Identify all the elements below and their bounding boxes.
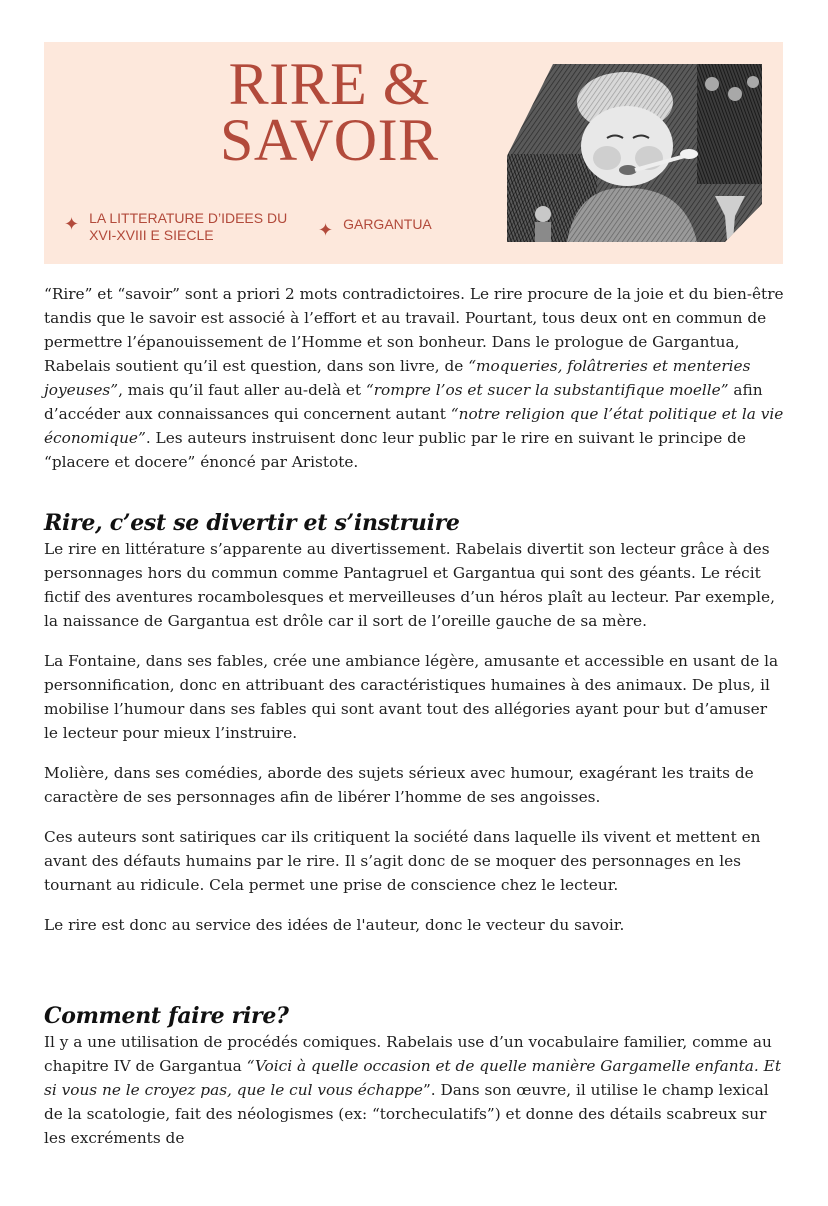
- intro-text-3: afin d’accéder aux connaissances qui concernent autant: [44, 381, 763, 423]
- title-line-2: SAVOIR: [220, 107, 439, 173]
- paragraph-procedes-comiques: [44, 1030, 784, 1150]
- tag-gargantua-label: GARGANTUA: [343, 216, 432, 232]
- paragraph-conclusion: Le rire est donc au service des idées de l'auteur, donc le vecteur du savoir.: [44, 916, 625, 934]
- text-1: Il y a une utilisation de procédés comiques. Rabelais use d’un vocabulaire familier, comme au chapitre IV de Gargantua: [44, 1033, 772, 1075]
- intro-quote-3: “notre religion que l’état politique et la vie économique”: [44, 405, 784, 447]
- section-heading: Rire, c’est se divertir et s’instruire: [44, 510, 460, 536]
- paragraph-moliere: Molière, dans ses comédies, aborde des sujets sérieux avec humour, exagérant les traits de caractère de ses personnages afin de libérer l’homme de ses angoisses.: [44, 764, 754, 806]
- gargantua-engraving-image: [507, 64, 762, 242]
- paragraph-rabelais: Le rire en littérature s’apparente au divertissement. Rabelais divertit son lecteur grâce à des personnages hors du commun comme Pantagruel et Gargantua qui sont des géants. Le récit fictif des aventures rocambolesques et merveilleuses d’un héros plaît au lecteur. Par exemple, la naissance de Gargantua est drôle car il sort de l’oreille gauche de sa mère.: [44, 540, 775, 630]
- section-comment-faire-rire: [44, 1002, 784, 1150]
- intro-text-4: . Les auteurs instruisent donc leur public par le rire en suivant le principe de “placere et docere” énoncé par Aristote.: [44, 429, 746, 471]
- text-2: ”. Dans son œuvre, il utilise le champ lexical de la scatologie, fait des néologismes (ex: “torcheculatifs”) et donne des détails scabreux sur les excréments de: [44, 1081, 769, 1147]
- quote-1b: . Et si vous ne le croyez pas, que le cul vous échappe: [44, 1057, 781, 1099]
- quote-1: “Voici à quelle occasion et de quelle manière Gargamelle enfanta: [246, 1057, 754, 1075]
- star-icon: ✦: [318, 220, 334, 240]
- header-banner: [44, 42, 783, 264]
- paragraph-satire: Ces auteurs sont satiriques car ils critiquent la société dans laquelle ils vivent et mettent en avant des défauts humains par le rire. Il s’agit donc de se moquer des personnages en les tournant au ridicule. Cela permet une prise de conscience chez le lecteur.: [44, 828, 761, 894]
- intro-text-1: “Rire” et “savoir” sont a priori 2 mots contradictoires. Le rire procure de la joie et du bien-être tandis que le savoir est associé à l’effort et au travail. Pourtant, tous deux ont en commun de permettre l’épanouissement de l’Homme et son bonheur. Dans le prologue de Gargantua, Rabelais soutient qu’il est question, dans son livre, de: [44, 285, 784, 375]
- paragraph-la-fontaine: La Fontaine, dans ses fables, crée une ambiance légère, amusante et accessible en usant de la personnification, donc en attribuant des caractéristiques humaines à des animaux. De plus, il mobilise l’humour dans ses fables qui sont avant tout des allégories ayant pour but d’amuser le lecteur pour mieux l’instruire.: [44, 652, 779, 742]
- intro-paragraph: [44, 282, 784, 474]
- intro-section: [44, 282, 784, 474]
- page-title: [220, 51, 439, 173]
- intro-quote-1: “moqueries, folâtreries et menteries joyeuses”: [44, 357, 751, 399]
- tag-litterature-label: [89, 210, 287, 244]
- section-rire-divertir: [44, 509, 784, 953]
- tag-gargantua: [318, 216, 432, 239]
- intro-quote-2: “rompre l’os et sucer la substantifique moelle”: [365, 381, 729, 399]
- intro-text-2: , mais qu’il faut aller au-delà et: [118, 381, 366, 399]
- tag-litterature: [64, 210, 287, 244]
- tag-litterature-line-1: LA LITTERATURE D’IDEES DU: [89, 210, 288, 226]
- section-heading: Comment faire rire?: [44, 1003, 289, 1029]
- star-icon: ✦: [64, 214, 80, 234]
- title-line-1: RIRE &: [228, 51, 430, 117]
- tag-litterature-line-2: XVI-XVIII E SIECLE: [89, 227, 214, 243]
